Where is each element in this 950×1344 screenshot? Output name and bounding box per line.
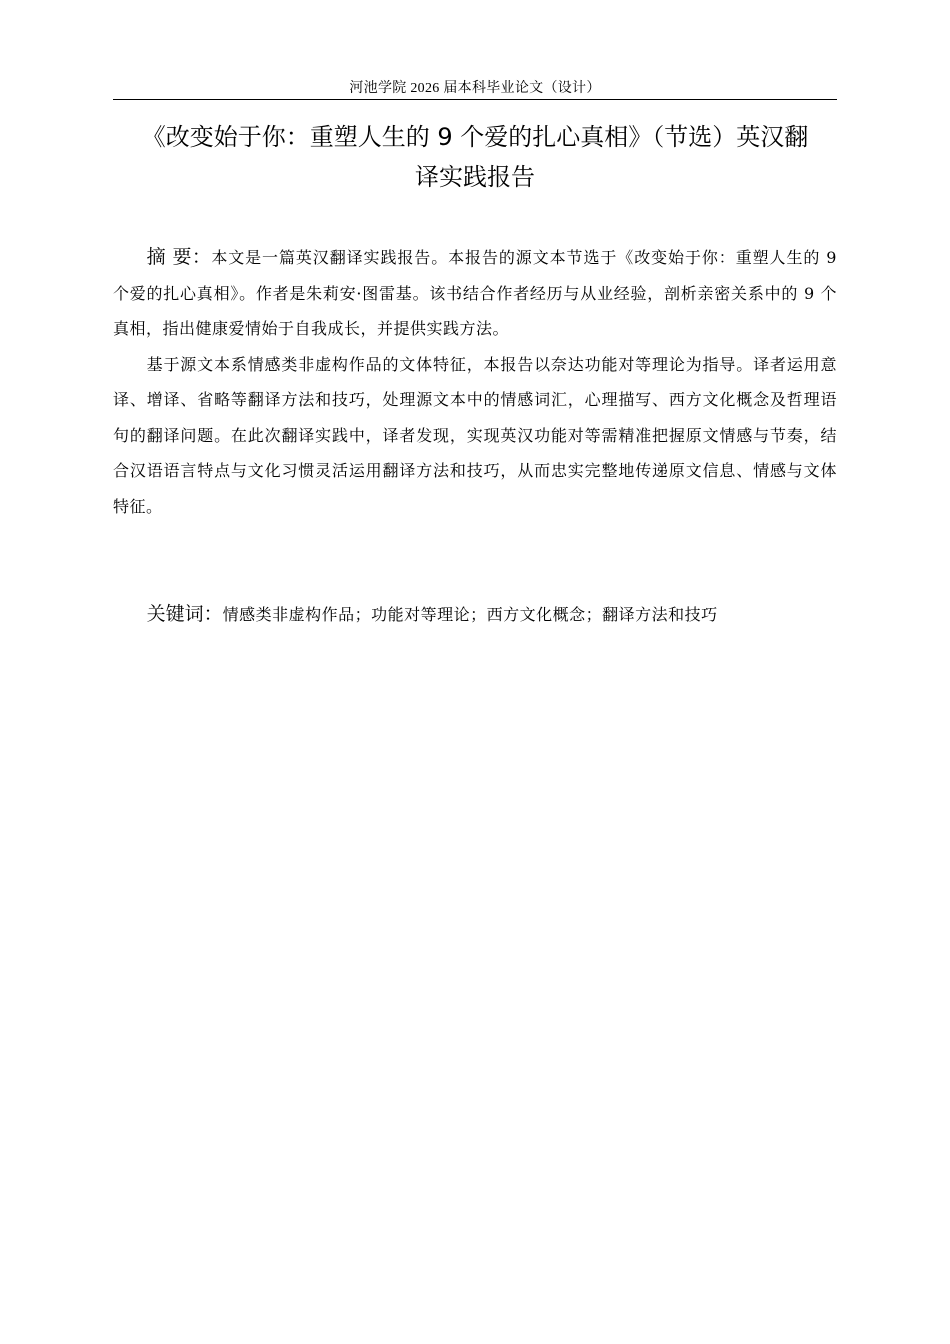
keywords-section — [113, 597, 837, 632]
abstract-paragraph-1 — [113, 240, 837, 347]
paper-title-line-1: 《改变始于你：重塑人生的 9 个爱的扎心真相》（节选）英汉翻 — [141, 123, 809, 151]
abstract-paragraph-2: 基于源文本系情感类非虚构作品的文体特征，本报告以奈达功能对等理论为指导。译者运用意译、增译、省略等翻译方法和技巧，处理源文本中的情感词汇，心理描写、西方文化概念及哲理语句的翻译问题。在此次翻译实践中，译者发现，实现英汉功能对等需精准把握原文情感与节奏，结合汉语语言特点与文化习惯灵活运用翻译方法和技巧，从而忠实完整地传递原文信息、情感与文体特征。 — [113, 354, 837, 516]
abstract-section — [113, 240, 837, 524]
keywords-text: 情感类非虚构作品；功能对等理论；西方文化概念；翻译方法和技巧 — [222, 605, 718, 624]
abstract-label: 摘 要： — [146, 246, 212, 268]
running-header: 河池学院 2026 届本科毕业论文（设计） — [349, 81, 601, 96]
header-divider — [113, 99, 837, 100]
paper-title-line-2: 译实践报告 — [415, 163, 535, 191]
abstract-text-1: 本文是一篇英汉翻译实践报告。本报告的源文本节选于《改变始于你：重塑人生的 9 个爱的扎心真相》。作者是朱莉安·图雷基。该书结合作者经历与从业经验，剖析亲密关系中的 9 个真相，指出健康爱情始于自我成长，并提供实践方法。 — [113, 248, 837, 338]
paper-title — [113, 117, 837, 197]
keywords-label: 关键词： — [146, 603, 223, 625]
